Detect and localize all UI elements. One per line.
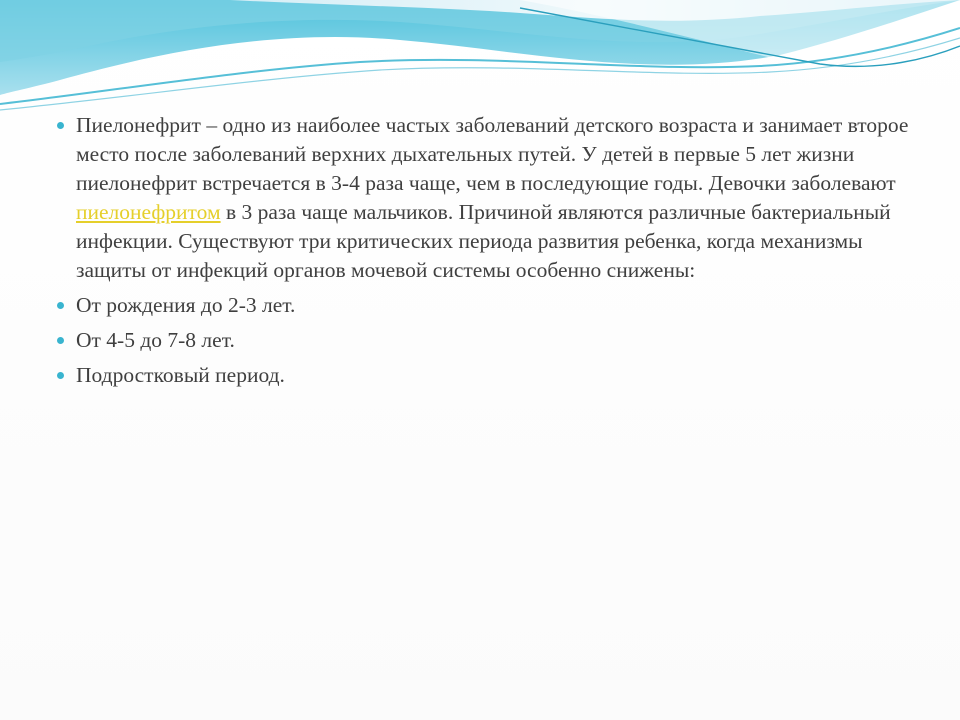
bullet-text: От 4-5 до 7-8 лет. xyxy=(76,328,235,352)
bullet-text: Пиелонефрит – одно из наиболее частых заболеваний детского возраста и занимает второе место после заболеваний верхних дыхательных путей. У детей в первые 5 лет жизни пиелонефрит встречается в 3-4 раза чаще, чем в последующие годы. Девочки заболевают xyxy=(76,113,909,195)
bullet-dot-icon xyxy=(57,302,64,309)
wave-header-decoration xyxy=(0,0,960,120)
bullet-item-period-1 xyxy=(56,291,916,320)
pyelonephritis-link[interactable]: пиелонефритом xyxy=(76,200,221,224)
bullet-item-intro xyxy=(56,111,916,285)
bullet-dot-icon xyxy=(57,122,64,129)
bullet-text: в 3 раза чаще мальчиков. Причиной являются различные бактериальный инфекции. Существуют три критических периода развития ребенка, когда механизмы защиты от инфекций органов мочевой системы особенно снижены: xyxy=(76,200,891,282)
bullet-dot-icon xyxy=(57,337,64,344)
bullet-text: Подростковый период. xyxy=(76,363,285,387)
bullet-text: От рождения до 2-3 лет. xyxy=(76,293,296,317)
bullet-item-period-3 xyxy=(56,361,916,390)
bullet-dot-icon xyxy=(57,372,64,379)
bullet-list xyxy=(56,111,916,396)
bullet-item-period-2 xyxy=(56,326,916,355)
